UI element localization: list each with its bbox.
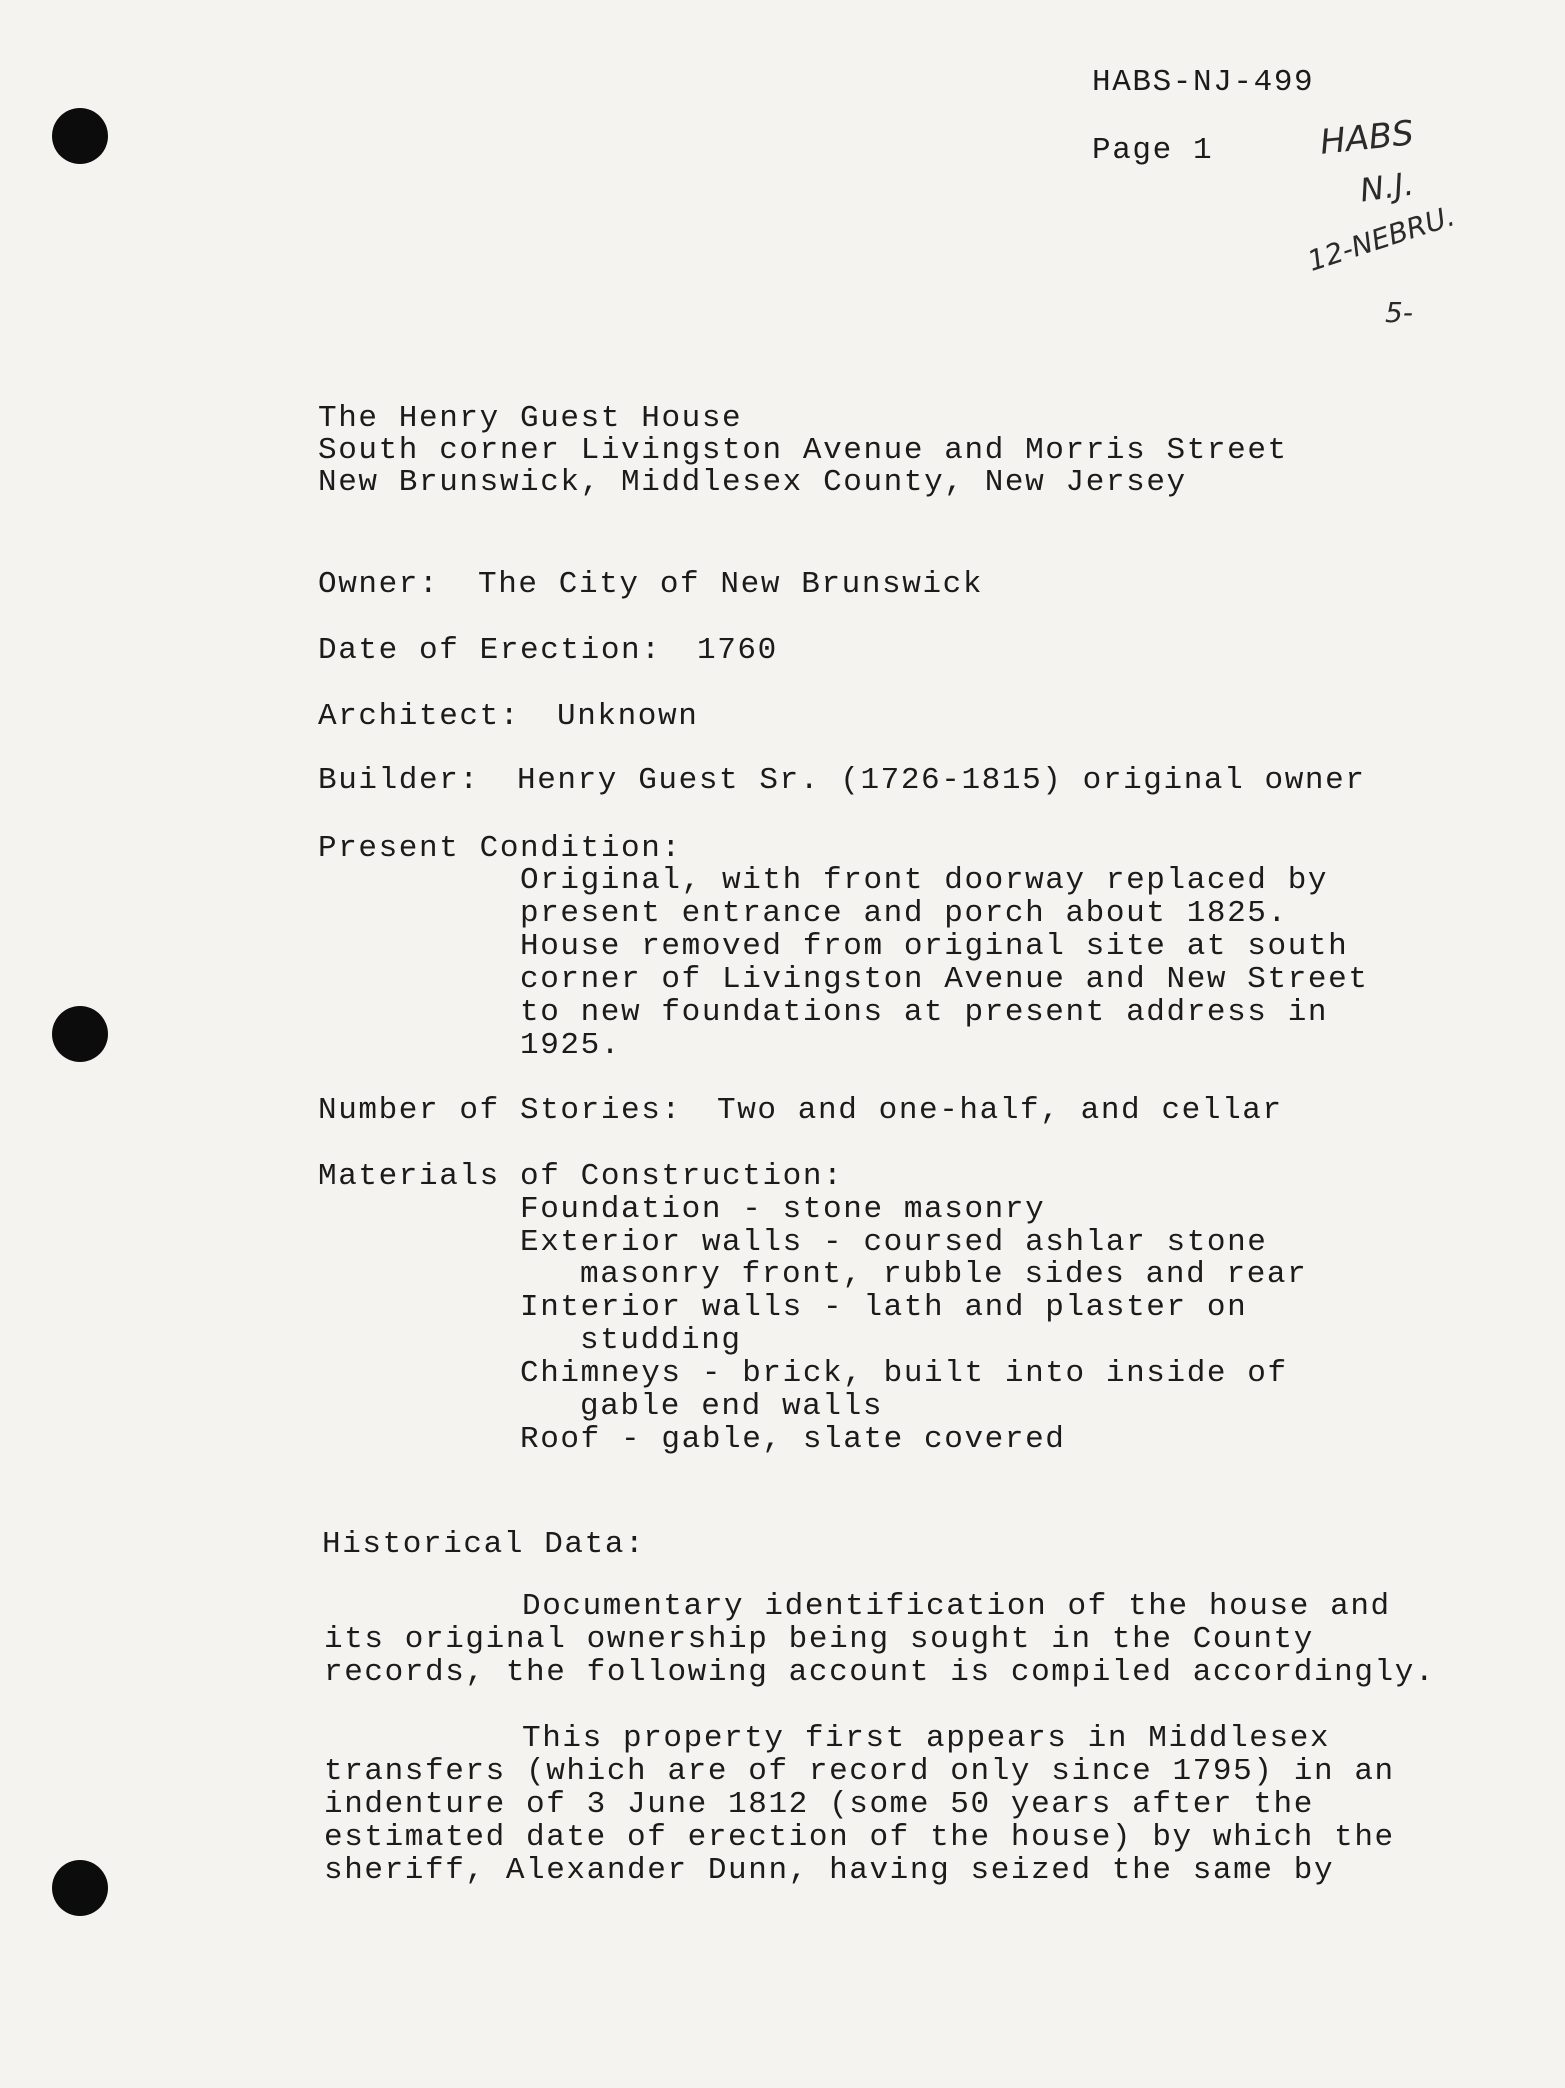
- punch-hole-top: [52, 108, 108, 164]
- architect-label: Architect:: [318, 699, 521, 734]
- materials-line: Foundation - stone masonry: [520, 1192, 1046, 1227]
- paragraph-line: records, the following account is compiled accordingly.: [324, 1655, 1436, 1690]
- materials-line: masonry front, rubble sides and rear: [580, 1257, 1308, 1292]
- condition-line: present entrance and porch about 1825.: [520, 896, 1288, 931]
- condition-line: Original, with front doorway replaced by: [520, 863, 1329, 898]
- paragraph-line: Documentary identification of the house and: [522, 1589, 1391, 1624]
- paragraph-line: its original ownership being sought in the County: [324, 1622, 1314, 1657]
- punch-hole-bottom: [52, 1860, 108, 1916]
- condition-label: Present Condition:: [318, 831, 682, 866]
- paragraph-line: transfers (which are of record only since 1795) in an: [324, 1754, 1395, 1789]
- habs-id: HABS-NJ-499: [1092, 65, 1315, 100]
- address-line-2: New Brunswick, Middlesex County, New Jersey: [318, 465, 1187, 500]
- handwritten-catalog: 12-NEBRU.: [1303, 199, 1459, 278]
- condition-line: to new foundations at present address in: [520, 995, 1329, 1030]
- handwritten-habs: HABS: [1318, 113, 1416, 163]
- handwritten-number: 5-: [1385, 296, 1413, 329]
- materials-label: Materials of Construction:: [318, 1159, 844, 1194]
- paragraph-line: estimated date of erection of the house) by which the: [324, 1820, 1395, 1855]
- materials-line: Interior walls - lath and plaster on: [520, 1290, 1248, 1325]
- condition-line: House removed from original site at south: [520, 929, 1349, 964]
- stories-value: Two and one-half, and cellar: [717, 1093, 1283, 1128]
- stories-label: Number of Stories:: [318, 1093, 682, 1128]
- builder-value: Henry Guest Sr. (1726-1815) original owner: [517, 763, 1366, 798]
- handwritten-nj: N.J.: [1357, 164, 1417, 210]
- owner-value: The City of New Brunswick: [478, 567, 984, 602]
- architect-value: Unknown: [557, 699, 699, 734]
- paragraph-line: indenture of 3 June 1812 (some 50 years after the: [324, 1787, 1314, 1822]
- address-line-1: South corner Livingston Avenue and Morris Street: [318, 433, 1288, 468]
- historical-heading: Historical Data:: [322, 1527, 646, 1562]
- builder-label: Builder:: [318, 763, 480, 798]
- paragraph-line: This property first appears in Middlesex: [522, 1721, 1331, 1756]
- date-value: 1760: [697, 633, 778, 668]
- page-number: Page 1: [1092, 133, 1214, 168]
- owner-label: Owner:: [318, 567, 440, 602]
- date-label: Date of Erection:: [318, 633, 662, 668]
- punch-hole-middle: [52, 1006, 108, 1062]
- materials-line: studding: [580, 1323, 742, 1358]
- house-name: The Henry Guest House: [318, 401, 743, 436]
- materials-line: gable end walls: [580, 1389, 884, 1424]
- materials-line: Roof - gable, slate covered: [520, 1422, 1066, 1457]
- condition-line: 1925.: [520, 1028, 622, 1063]
- materials-line: Chimneys - brick, built into inside of: [520, 1356, 1288, 1391]
- condition-line: corner of Livingston Avenue and New Street: [520, 962, 1369, 997]
- paragraph-line: sheriff, Alexander Dunn, having seized the same by: [324, 1853, 1335, 1888]
- materials-line: Exterior walls - coursed ashlar stone: [520, 1225, 1268, 1260]
